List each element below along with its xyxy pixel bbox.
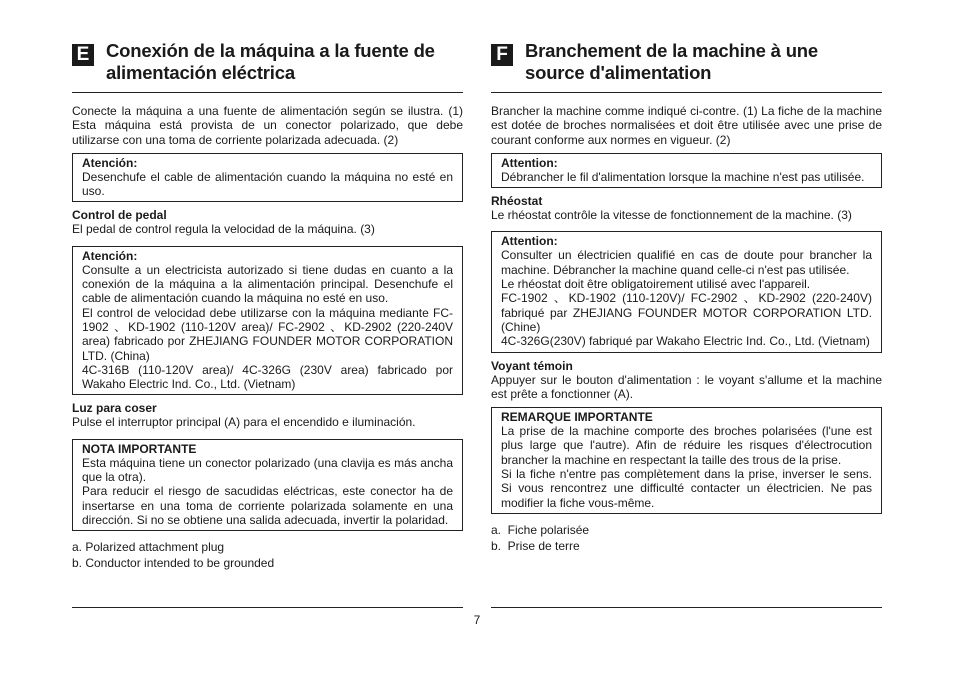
attention-box-2	[72, 246, 463, 396]
language-badge-f: F	[491, 44, 513, 66]
note-text: La prise de la machine comporte des broches polarisées (l'une est plus large que l'autre). Afin de réduire les risques d'électrocution brancher la machine en respectant la taille des trous de la prise.	[501, 424, 872, 467]
pedal-section	[72, 208, 463, 236]
spanish-column	[72, 40, 463, 571]
page-number: 7	[473, 613, 481, 627]
bottom-rule-right	[491, 607, 882, 608]
note-title: REMARQUE IMPORTANTE	[501, 410, 653, 425]
attention-title: Attention:	[501, 234, 558, 249]
section-title: Conexión de la máquina a la fuente de alimentación eléctrica	[106, 40, 435, 83]
light-section	[72, 401, 463, 429]
legend	[491, 522, 882, 554]
legend-item-a: a. Fiche polarisée	[491, 522, 590, 537]
rheostat-text: Le rhéostat contrôle la vitesse de fonctionnement de la machine. (3)	[491, 208, 852, 223]
attention-box	[72, 153, 463, 203]
attention-text: FC-1902 、KD-1902 (110-120V)/ FC-2902 、KD-2902 (220-240V) fabriqué par ZHEJIANG FOUNDER MOTOR CORPORATION LTD. (Chine)	[501, 291, 872, 334]
rheostat-section	[491, 194, 882, 222]
attention-text: Consulter un électricien qualifié en cas de doute pour brancher la machine. Débrancher la machine quand celle-ci n'est pas utilisée.	[501, 248, 872, 277]
light-heading: Luz para coser	[72, 401, 157, 416]
attention-text: Débrancher le fil d'alimentation lorsque la machine n'est pas utilisée.	[501, 169, 865, 184]
light-text: Appuyer sur le bouton d'alimentation : le voyant s'allume et la machine est prête a fonctionner (A).	[491, 372, 882, 401]
attention-text: Desenchufe el cable de alimentación cuando la máquina no esté en uso.	[82, 169, 453, 199]
attention-title: Atención:	[82, 248, 138, 263]
legend-item-b: b. Prise de terre	[491, 538, 580, 553]
attention-text: Consulte a un electricista autorizado si tiene dudas en cuanto a la conexión de la máquina a la alimentación principal. Desenchufe el cable de alimentación cuando la máquina no esté en uso.	[82, 262, 453, 306]
intro-paragraph: Brancher la machine comme indiqué ci-contre. (1) La fiche de la machine est dotée de broches normalisées et doit être utilisée avec une prise de courant conforme aux normes en vigueur. (2)	[491, 104, 882, 147]
legend	[72, 539, 463, 571]
light-heading: Voyant témoin	[491, 358, 573, 373]
important-note-box	[72, 439, 463, 531]
attention-title: Atención:	[82, 155, 138, 170]
attention-text: El control de velocidad debe utilizarse con la máquina mediante FC-1902 、KD-1902 (110-120V area)/ FC-2902 、KD-2902 (220-240V area) fabricado por ZHEJIANG FOUNDER MOTOR CORPORATION LTD. (China)	[82, 305, 453, 363]
note-text: Esta máquina tiene un conector polarizado (una clavija es más ancha que la otra).	[82, 455, 453, 485]
attention-box-2	[491, 231, 882, 352]
note-text: Para reducir el riesgo de sacudidas eléctricas, este conector ha de insertarse en una toma de corriente polarizada solamente en una dirección. Si no se obtiene una salida adecuada, invertir la polaridad.	[82, 484, 453, 527]
light-section	[491, 359, 882, 402]
pedal-text: El pedal de control regula la velocidad de la máquina. (3)	[72, 222, 375, 237]
attention-text: 4C-316B (110-120V area)/ 4C-326G (230V area) fabricado por Wakaho Electric Ind. Co., Ltd. (Vietnam)	[82, 362, 453, 392]
spanish-section-header	[72, 40, 463, 93]
pedal-heading: Control de pedal	[72, 208, 167, 223]
section-title: Branchement de la machine à une source d'alimentation	[525, 40, 818, 83]
attention-box	[491, 153, 882, 188]
attention-text: 4C-326G(230V) fabriqué par Wakaho Electric Ind. Co., Ltd. (Vietnam)	[501, 334, 870, 349]
attention-text: Le rhéostat doit être obligatoirement utilisé avec l'appareil.	[501, 277, 811, 292]
rheostat-heading: Rhéostat	[491, 194, 543, 209]
french-section-header	[491, 40, 882, 93]
intro-paragraph: Conecte la máquina a una fuente de alimentación según se ilustra. (1) Esta máquina está provista de un conector polarizado, que debe utilizarse con una toma de corriente polarizada adecuada. (2)	[72, 104, 463, 147]
legend-item-b: b. Conductor intended to be grounded	[72, 556, 275, 571]
note-text: Si la fiche n'entre pas complètement dans la prise, inverser le sens. Si vous rencontrez une difficulté contacter un électricien. Ne pas modifier la fiche vous-même.	[501, 467, 872, 510]
bottom-rule-left	[72, 607, 463, 608]
light-text: Pulse el interruptor principal (A) para el encendido e iluminación.	[72, 415, 416, 430]
language-badge-e: E	[72, 44, 94, 66]
legend-item-a: a. Polarized attachment plug	[72, 540, 225, 555]
french-column	[491, 40, 882, 554]
important-note-box	[491, 407, 882, 514]
attention-title: Attention:	[501, 155, 558, 170]
note-title: NOTA IMPORTANTE	[82, 441, 197, 456]
